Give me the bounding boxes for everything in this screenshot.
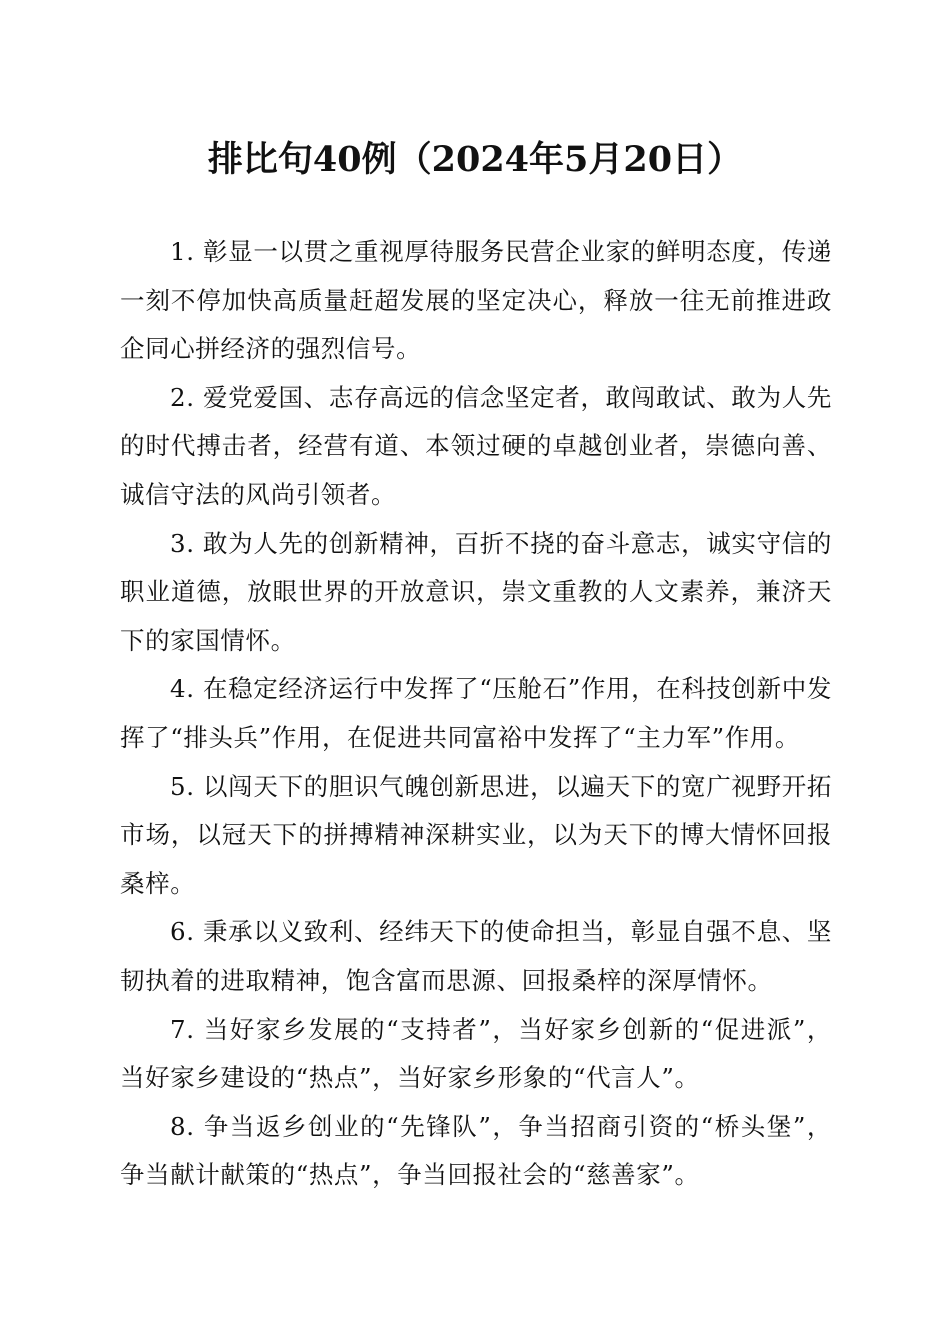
paragraph-3: 3. 敢为人先的创新精神，百折不挠的奋斗意志，诚实守信的职业道德，放眼世界的开放意识，崇文重教的人文素养，兼济天下的家国情怀。: [120, 528, 832, 655]
paragraph-2: 2. 爱党爱国、志存高远的信念坚定者，敢闯敢试、敢为人先的时代搏击者，经营有道、本领过硬的卓越创业者，崇德向善、诚信守法的风尚引领者。: [120, 382, 832, 509]
paragraph-5: 5. 以闯天下的胆识气魄创新思进，以遍天下的宽广视野开拓市场，以冠天下的拼搏精神深耕实业，以为天下的博大情怀回报桑梓。: [120, 771, 832, 898]
paragraph-4: 4. 在稳定经济运行中发挥了“压舱石”作用，在科技创新中发挥了“排头兵”作用，在促进共同富裕中发挥了“主力军”作用。: [120, 674, 832, 752]
paragraph-6: 6. 秉承以义致利、经纬天下的使命担当，彰显自强不息、坚韧执着的进取精神，饱含富而思源、回报桑梓的深厚情怀。: [120, 917, 832, 995]
paragraph-1: 1. 彰显一以贯之重视厚待服务民营企业家的鲜明态度，传递一刻不停加快高质量赶超发展的坚定决心，释放一往无前推进政企同心拼经济的强烈信号。: [120, 237, 832, 364]
paragraph-7: 7. 当好家乡发展的“支持者”，当好家乡创新的“促进派”，当好家乡建设的“热点”，当好家乡形象的“代言人”。: [120, 1014, 832, 1093]
document-body: [120, 228, 832, 1200]
document-title: 排比句40例（2024年5月20日）: [207, 139, 743, 180]
paragraph-8: 8. 争当返乡创业的“先锋队”，争当招商引资的“桥头堡”，争当献计献策的“热点”，争当回报社会的“慈善家”。: [120, 1111, 832, 1190]
